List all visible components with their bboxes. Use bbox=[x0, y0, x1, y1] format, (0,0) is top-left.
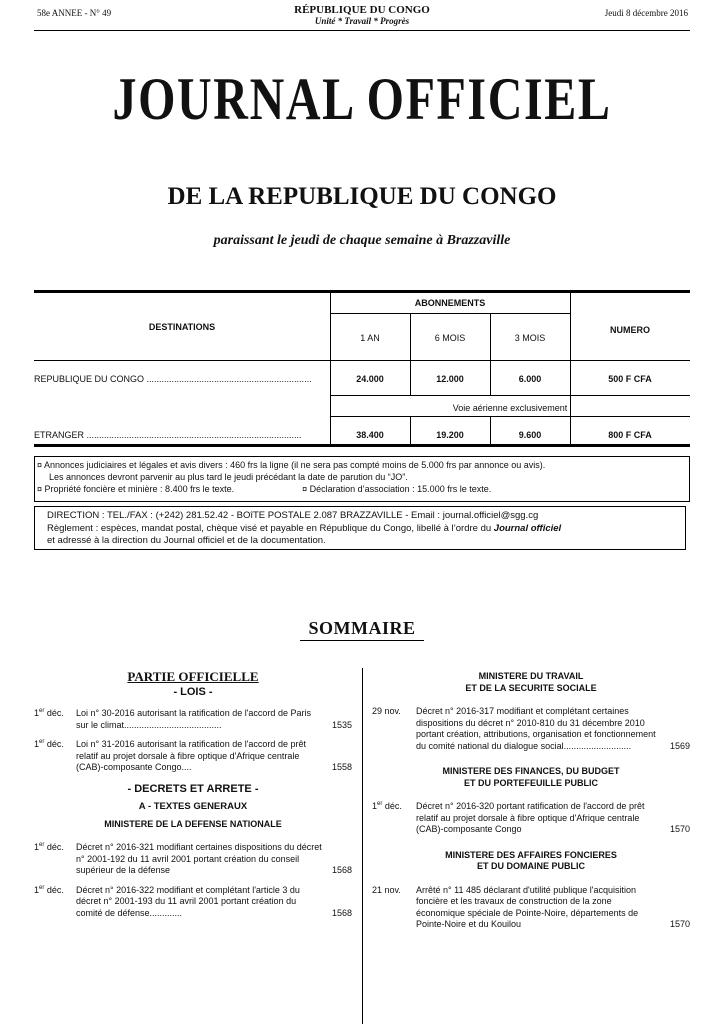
reglement-text: Règlement : espèces, mandat postal, chèque visé et payable en République du Congo, libellé à l’ordre du Journal officiel bbox=[47, 522, 562, 534]
toc-text: Arrêté n° 11 485 déclarant d'utilité publique l'acquisition foncière et les travaux de construction de la zone économique spéciale de Pointe-Noire, départements de Pointe-Noire et du Kouilou bbox=[416, 884, 639, 929]
toc-date: 1er déc. bbox=[34, 842, 64, 852]
toc-entry bbox=[372, 706, 690, 752]
toc-date: 1er déc. bbox=[34, 739, 64, 749]
table-top-rule bbox=[34, 290, 690, 293]
destinations-header: DESTINATIONS bbox=[148, 322, 216, 332]
toc-entry bbox=[34, 708, 352, 731]
toc-page: 1570 bbox=[669, 824, 690, 834]
table-hline bbox=[34, 360, 690, 361]
toc-text: Décret n° 2016-320 portant ratification de l'accord de prêt relatif au projet dorsale à fibre optique d'Afrique centrale (CAB)-composante Congo bbox=[416, 801, 645, 834]
decrets-heading: - DECRETS ET ARRETE - bbox=[127, 782, 259, 795]
country-name: RÉPUBLIQUE DU CONGO bbox=[294, 4, 430, 16]
notice-line: ¤ Propriété foncière et minière : 8.400 frs le texte. ¤ Déclaration d’association : 15.000 frs le texte. bbox=[37, 484, 492, 494]
right-column bbox=[372, 671, 690, 937]
period-header: 6 MOIS bbox=[434, 333, 466, 343]
air-mail-note: Voie aérienne exclusivement bbox=[452, 403, 568, 413]
header-rule bbox=[34, 30, 690, 31]
price-cell: 24.000 bbox=[356, 374, 384, 384]
sommaire-heading: SOMMAIRE bbox=[308, 618, 416, 638]
toc-page: 1570 bbox=[669, 919, 690, 929]
issue-date: Jeudi 8 décembre 2016 bbox=[604, 8, 688, 18]
issue-number: 58e ANNEE - N° 49 bbox=[37, 8, 112, 18]
numero-header: NUMERO bbox=[610, 325, 650, 335]
toc-entry bbox=[34, 885, 352, 920]
subscription-table bbox=[34, 290, 690, 450]
toc-text: Décret n° 2016-321 modifiant certaines dispositions du décret n° 2001-192 du 11 avril 2001 portant création du conseil supérieur de la défense bbox=[76, 842, 322, 875]
table-bottom-rule bbox=[34, 444, 690, 447]
price-cell: 19.200 bbox=[436, 430, 464, 440]
period-header: 3 MOIS bbox=[514, 333, 546, 343]
toc-page: 1558 bbox=[331, 762, 352, 772]
price-cell: 12.000 bbox=[436, 374, 464, 384]
toc-entry bbox=[372, 885, 690, 931]
destination-congo: REPUBLIQUE DU CONGO .................................................................. bbox=[34, 374, 312, 384]
contact-box bbox=[34, 506, 686, 550]
lois-heading: - LOIS - bbox=[173, 685, 213, 698]
journal-subtitle: DE LA REPUBLIQUE DU CONGO bbox=[167, 183, 557, 210]
notice-line: ¤ Annonces judiciaires et légales et avis divers : 460 frs la ligne (il ne sera pas compté moins de 5.000 frs par annonce ou avis). bbox=[37, 460, 546, 470]
toc-date: 1er déc. bbox=[34, 708, 64, 718]
left-column bbox=[34, 671, 352, 925]
table-vline bbox=[570, 290, 571, 446]
toc-date: 21 nov. bbox=[372, 884, 401, 895]
toc-text: Décret n° 2016-322 modifiant et complétant l'article 3 du décret n° 2001-193 du 11 avril 2001 portant création du comité de défense............. bbox=[76, 884, 300, 918]
numero-price: 500 F CFA bbox=[608, 374, 652, 384]
column-divider bbox=[362, 668, 363, 1024]
textes-generaux: A - TEXTES GENERAUX bbox=[138, 801, 248, 812]
ministere-finances: MINISTERE DES FINANCES, DU BUDGET ET DU PORTEFEUILLE PUBLIC bbox=[442, 766, 620, 788]
price-cell: 9.600 bbox=[518, 430, 542, 440]
tariff-notice bbox=[34, 456, 690, 502]
toc-entry bbox=[34, 842, 352, 877]
journal-title: JOURNAL OFFICIEL bbox=[112, 66, 612, 132]
price-cell: 6.000 bbox=[518, 374, 542, 384]
toc-date: 29 nov. bbox=[372, 706, 401, 716]
toc-date: 1er déc. bbox=[372, 801, 402, 811]
direction-contact: DIRECTION : TEL./FAX : (+242) 281.52.42 - BOîTE POSTALE 2.087 BRAZZAVILLE - Email : journal.officiel@sgg.cg bbox=[47, 510, 539, 521]
abonnements-header: ABONNEMENTS bbox=[414, 298, 486, 308]
national-motto: Unité * Travail * Progrès bbox=[314, 16, 410, 26]
ministere-foncier: MINISTERE DES AFFAIRES FONCIERES ET DU DOMAINE PUBLIC bbox=[445, 849, 617, 871]
toc-page: 1568 bbox=[331, 865, 352, 875]
ministere-travail: MINISTERE DU TRAVAIL ET DE LA SECURITE SOCIALE bbox=[465, 671, 597, 693]
toc-entry bbox=[372, 801, 690, 836]
toc-text: Loi n° 30-2016 autorisant la ratification de l'accord de Paris sur le climat....................................... bbox=[76, 708, 311, 730]
destination-etranger: ETRANGER ...................................................................................... bbox=[34, 430, 302, 440]
toc-entry bbox=[34, 739, 352, 774]
table-hline bbox=[330, 395, 690, 396]
toc-text: Loi n° 31-2016 autorisant la ratification de l'accord de prêt relatif au projet dorsale à fibre optique d'Afrique centrale (CAB)-composante Congo.... bbox=[76, 739, 306, 772]
sommaire-underline bbox=[300, 640, 424, 641]
price-cell: 38.400 bbox=[356, 430, 384, 440]
toc-page: 1535 bbox=[331, 719, 352, 730]
ministere-defense: MINISTERE DE LA DEFENSE NATIONALE bbox=[104, 818, 282, 829]
toc-page: 1568 bbox=[331, 907, 352, 918]
period-header: 1 AN bbox=[360, 333, 380, 343]
journal-tagline: paraissant le jeudi de chaque semaine à Brazzaville bbox=[213, 233, 511, 248]
toc-text: Décret n° 2016-317 modifiant et complétant certaines dispositions du décret n° 2010-810 du 31 décembre 2010 portant création, attributions, organisation et fonctionnement du comité national du dialogue social........................... bbox=[416, 706, 656, 751]
partie-officielle: PARTIE OFFICIELLE bbox=[127, 669, 259, 684]
toc-page: 1569 bbox=[669, 740, 690, 751]
toc-date: 1er déc. bbox=[34, 884, 64, 895]
table-hline bbox=[330, 416, 690, 417]
numero-price: 800 F CFA bbox=[608, 430, 652, 440]
table-hline bbox=[330, 313, 570, 314]
notice-line: Les annonces devront parvenir au plus tard le jeudi précédant la date de parution du “JO”. bbox=[49, 472, 408, 482]
reglement-text-2: et adressé à la direction du Journal officiel et de la documentation. bbox=[47, 535, 326, 546]
